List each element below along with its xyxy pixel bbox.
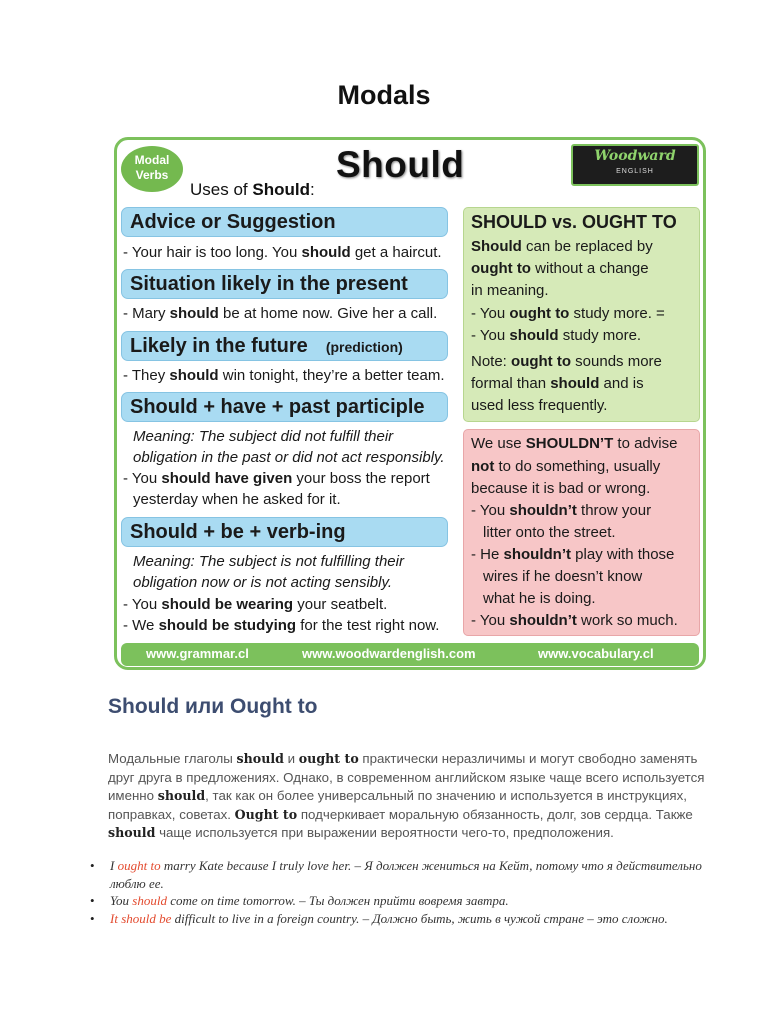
red-line-9 (471, 612, 678, 629)
keyword: ought to (511, 353, 572, 370)
keyword: shouldn’t (509, 612, 577, 629)
modal-verbs-badge: Modal Verbs (121, 146, 183, 192)
list-item (90, 857, 720, 892)
keyword: shouldn’t (509, 502, 577, 519)
section-continuous-meaning-2: obligation now or is not acting sensibly. (133, 574, 393, 591)
keyword: should (236, 751, 284, 766)
section-past-example-1 (123, 470, 430, 487)
keyword: should (509, 327, 559, 344)
section-present-heading: Situation likely in the present (121, 269, 448, 299)
red-line-7: wires if he doesn’t know (483, 568, 643, 585)
text: study more. (558, 327, 642, 344)
text: win tonight, they’re a better team. (218, 367, 445, 384)
text: throw your (576, 502, 652, 519)
text: study more. = (569, 305, 665, 322)
keyword: should (550, 375, 600, 392)
highlight: should (132, 893, 167, 908)
section-past-example-2: yesterday when he asked for it. (133, 491, 341, 508)
text: be at home now. Give her a call. (218, 305, 438, 322)
section-past-meaning-1: Meaning: The subject did not fulfill their (133, 428, 394, 445)
list-item (90, 910, 720, 928)
keyword: Ought to (234, 806, 298, 822)
text: to do something, usually (494, 458, 661, 475)
section-past-heading: Should + have + past participle (121, 392, 448, 422)
highlight: ought to (117, 858, 161, 873)
highlight: It should be (110, 910, 172, 926)
logo-brand: Woodward (594, 148, 676, 164)
section-continuous-example-2 (123, 617, 439, 634)
keyword: should (169, 367, 219, 384)
footer-link-grammar: www.grammar.cl (146, 646, 249, 661)
text: work so much. (576, 612, 678, 629)
keyword: should be wearing (161, 596, 294, 613)
text: - We (123, 617, 159, 634)
text: чаще используется при выражении вероятности чего-то, предположения. (155, 825, 614, 840)
keyword: should have given (161, 470, 293, 487)
list-item (90, 892, 720, 910)
text: play with those (571, 546, 675, 563)
text: can be replaced by (521, 238, 653, 255)
text: - Mary (123, 305, 170, 322)
text: - You (471, 502, 510, 519)
infographic-title: Should (336, 144, 465, 185)
text: for the test right now. (296, 617, 440, 634)
text: и (283, 751, 299, 766)
text: подчеркивает моральную обязанность, долг, зов сердца. Также (297, 806, 693, 822)
green-line-2 (471, 260, 649, 277)
section-advice-example (123, 244, 442, 261)
bullet-icon: • (90, 893, 95, 908)
green-line-6 (471, 353, 662, 370)
red-line-2 (471, 458, 660, 475)
text: - They (123, 367, 170, 384)
text: your boss the report (292, 470, 430, 487)
green-line-5 (471, 327, 641, 344)
section-present-example (123, 305, 437, 322)
keyword: not (471, 458, 495, 475)
bullet-icon: • (90, 910, 95, 926)
uses-word: Should (252, 180, 310, 199)
keyword: should (108, 825, 156, 840)
text: and is (599, 375, 644, 392)
article-paragraph (108, 750, 708, 843)
text: to advise (613, 435, 678, 452)
section-future-title: Likely in the future (130, 335, 308, 357)
green-line-1 (471, 238, 653, 255)
text: практически неразличимы и могут свободно заменять друг друга в предложениях. Однако, в современном английском языке чаще всего используется именно (108, 751, 705, 803)
section-future-example (123, 367, 445, 384)
green-line-7 (471, 375, 644, 392)
page-title: Modals (337, 80, 431, 110)
red-line-3: because it is bad or wrong. (471, 480, 651, 497)
text: difficult to live in a foreign country. – Должно быть, жить в чужой стране – это сложно. (171, 910, 668, 926)
keyword: should (169, 305, 219, 322)
uses-suffix: : (309, 180, 315, 199)
section-advice-heading: Advice or Suggestion (121, 207, 448, 237)
text: marry Kate because I truly love her. – Я должен жениться на Кейт, потому что я действительно люблю ее. (110, 858, 702, 891)
keyword: ought to (471, 260, 531, 277)
text: I (110, 858, 118, 873)
text: formal than (471, 375, 551, 392)
keyword: should (301, 244, 351, 261)
woodward-logo (571, 144, 699, 186)
keyword: ought to (298, 751, 359, 766)
text: - You (471, 305, 510, 322)
green-line-4 (471, 305, 665, 322)
keyword: ought to (509, 305, 570, 322)
red-line-4 (471, 502, 651, 519)
red-line-8: what he is doing. (483, 590, 596, 607)
keyword: Should (471, 238, 522, 255)
text: sounds more (571, 353, 662, 370)
section-heading: Should или Ought to (108, 695, 318, 718)
keyword: should (157, 788, 206, 803)
text: get a haircut. (350, 244, 442, 261)
keyword: shouldn’t (503, 546, 572, 563)
section-continuous-example-1 (123, 596, 387, 613)
text: without a change (530, 260, 649, 277)
text: Модальные глаголы (108, 751, 237, 766)
section-past-meaning-2: obligation in the past or did not act responsibly. (133, 449, 445, 466)
text: - He (471, 546, 504, 563)
footer-link-vocabulary: www.vocabulary.cl (538, 646, 654, 661)
text: Note: (471, 353, 512, 370)
keyword: should be studying (158, 617, 297, 634)
text: your seatbelt. (293, 596, 388, 613)
text: - You (123, 470, 162, 487)
text: - You (471, 612, 510, 629)
uses-prefix: Uses of (190, 180, 253, 199)
green-line-3: in meaning. (471, 282, 549, 299)
uses-label (190, 180, 315, 200)
section-continuous-heading: Should + be + verb-ing (121, 517, 448, 547)
example-list (90, 857, 720, 927)
bullet-icon: • (90, 858, 95, 873)
section-future-note: (prediction) (325, 339, 403, 355)
text: - You (123, 596, 162, 613)
text: - You (471, 327, 510, 344)
text: come on time tomorrow. – Ты должен прийти вовремя завтра. (166, 893, 509, 908)
section-future-heading (121, 331, 448, 361)
green-line-8: used less frequently. (471, 397, 608, 414)
text: You (110, 893, 133, 908)
text: - Your hair is too long. You (123, 244, 302, 261)
text: We use (471, 435, 526, 452)
red-line-1 (471, 435, 677, 452)
red-line-5: litter onto the street. (483, 524, 616, 541)
text: , так как он более универсальный по значению и используется в инструкциях, поправках, советах. (108, 788, 687, 822)
keyword: SHOULDN’T (525, 435, 614, 452)
section-continuous-meaning-1: Meaning: The subject is not fulfilling their (133, 553, 404, 570)
footer-link-woodward: www.woodwardenglish.com (302, 646, 476, 661)
logo-sub: ENGLISH (616, 168, 654, 175)
red-line-6 (471, 546, 674, 563)
green-title: SHOULD vs. OUGHT TO (471, 212, 677, 232)
